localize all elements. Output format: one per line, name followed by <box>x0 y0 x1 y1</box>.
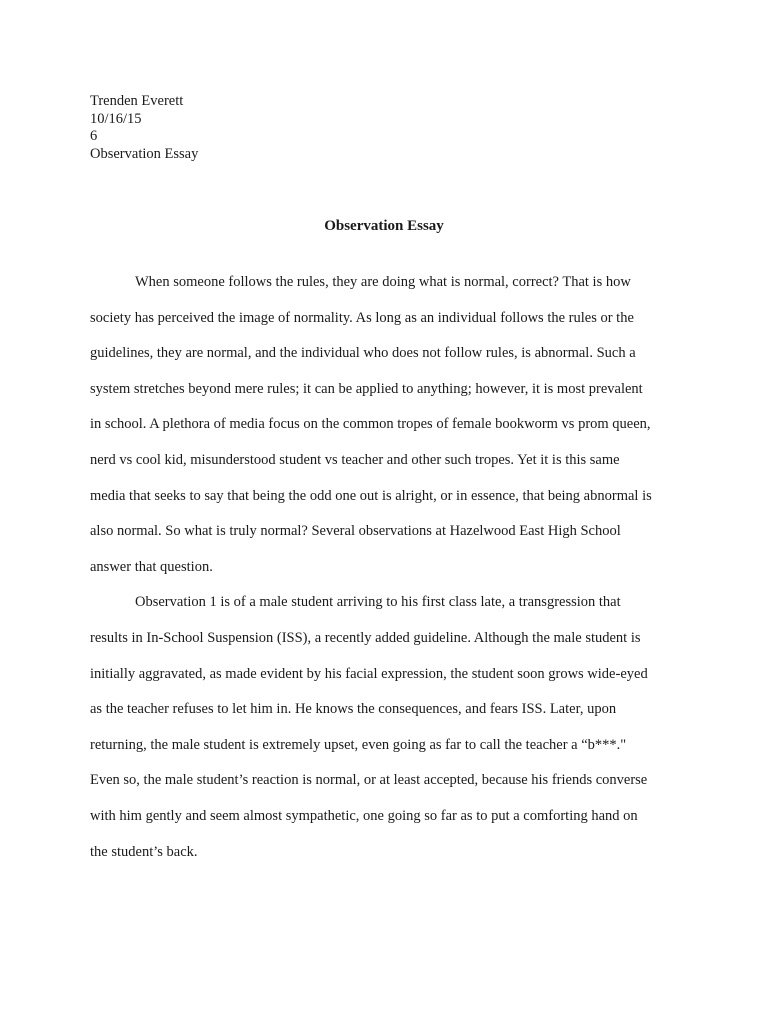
body-line: initially aggravated, as made evident by his facial expression, the student soon grows wide-eyed <box>90 665 648 682</box>
essay-date: 10/16/15 <box>90 110 142 127</box>
author-name: Trenden Everett <box>90 93 184 109</box>
body-line: guidelines, they are normal, and the individual who does not follow rules, is abnormal. Such a <box>90 345 636 362</box>
body-line: also normal. So what is truly normal? Several observations at Hazelwood East High School <box>90 523 621 540</box>
body-line: nerd vs cool kid, misunderstood student vs teacher and other such tropes. Yet it is this same <box>90 451 620 468</box>
body-line: media that seeks to say that being the odd one out is alright, or in essence, that being abnormal is <box>90 487 652 504</box>
body-line: with him gently and seem almost sympathetic, one going so far as to put a comforting hand on <box>90 807 638 824</box>
body-line: as the teacher refuses to let him in. He knows the consequences, and fears ISS. Later, upon <box>90 701 617 718</box>
essay-header <box>90 93 198 163</box>
body-line: in school. A plethora of media focus on the common tropes of female bookworm vs prom queen, <box>90 416 651 433</box>
body-line: returning, the male student is extremely upset, even going as far to call the teacher a “b***." <box>90 736 627 753</box>
body-line: When someone follows the rules, they are doing what is normal, correct? That is how <box>135 274 631 290</box>
body-line: answer that question. <box>90 558 213 575</box>
body-line: Observation 1 is of a male student arriving to his first class late, a transgression that <box>135 594 621 611</box>
assignment-name: Observation Essay <box>90 145 199 162</box>
body-line: the student’s back. <box>90 843 198 860</box>
class-period: 6 <box>90 128 98 144</box>
body-line: Even so, the male student’s reaction is normal, or at least accepted, because his friends converse <box>90 772 648 789</box>
body-line: society has perceived the image of normality. As long as an individual follows the rules or the <box>90 309 634 326</box>
body-line: results in In-School Suspension (ISS), a recently added guideline. Although the male student is <box>90 629 641 646</box>
body-line: system stretches beyond mere rules; it can be applied to anything; however, it is most prevalent <box>90 380 643 397</box>
essay-title: Observation Essay <box>324 218 444 234</box>
essay-body <box>90 271 682 876</box>
